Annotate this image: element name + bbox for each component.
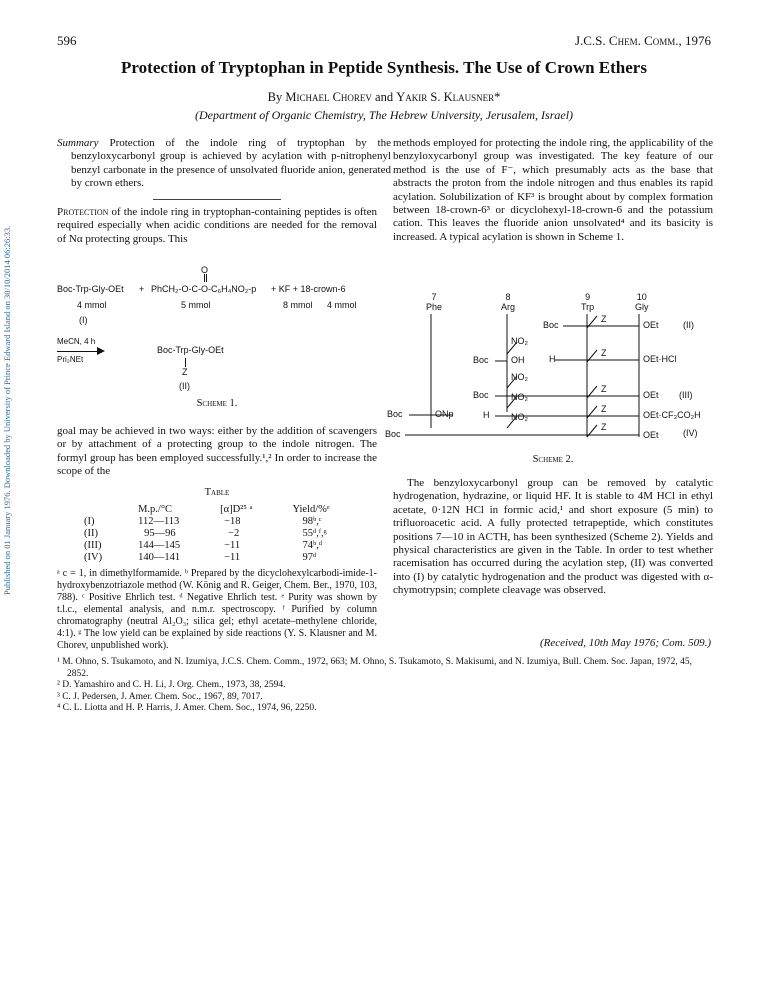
table-footnotes: ᵃ c = 1, in dimethylformamide. ᵇ Prepared by the dicyclohexylcarbodi-imide-1-hydroxybenzotriazole method (W. König and R. Geiger, Chem. Ber., 1970, 103, 788). ᶜ Positive Ehrlich test. ᵈ Negative Ehrlich test. ᵉ Purity was shown by t.l.c., elemental analysis, and n.m.r. spectroscopy. ᶠ Purified by column chromatography (neutral Al₂O₃; silica gel; ethyl acetate–methylene chloride, 4:1). ᵍ The low yield can be explained by side reactions (Y. S. Klausner and M. Chorev, unpublished work). (57, 568, 377, 651)
scheme2-h: H (483, 410, 490, 420)
scheme2-label-iv: (IV) (683, 428, 698, 438)
scheme1-qty-1: 4 mmol (77, 300, 107, 310)
right-paragraph-2: The benzyloxycarbonyl group can be removed by catalytic hydrogenation, hydrazine, or liquid HF. It is stable to 4M HCl in ethyl acetate, 0·12N HCl in formic acid,¹ and short exposure (5 min) to trifluoroacetic acid. A fully protected tetrapeptide, which constitutes positions 7—10 in ACTH, has been synthesized (Scheme 2). Yields and physical characteristics are given in the Table. In order to test whether racemisation has occurred during the acylation step, (II) was converted into (I) by catalytic hydrogenation and the product was digested with α-chymotrypsin; complete cleavage was observed. (393, 477, 713, 597)
table-row: (III) 144—145 −11 74ᵇ,ᵈ (84, 540, 323, 551)
received-date: (Received, 10th May 1976; Com. 509.) (539, 637, 711, 649)
scheme2-oet: OEt (643, 320, 659, 330)
table-header-row (78, 504, 336, 516)
scheme2-onp: ONp (435, 409, 454, 419)
table-header: Yield/%ᵉ (292, 504, 330, 515)
reaction-arrow-icon (97, 347, 105, 355)
scheme2-z: Z (601, 348, 607, 358)
scheme-1: O Boc-Trp-Gly-OEt + PhCH₂-O-C-O-C₆H₄NO₂-p + KF + 18-crown-6 4 mmol 5 mmol 8 mmol 4 mmol (I) MeCN, 4 h Pri₂NEt Boc-Trp-Gly-OEt Z (II) Scheme 1. (57, 263, 377, 413)
byline (0, 90, 768, 105)
summary-text: Protection of the indole ring of tryptophan by the benzyloxycarbonyl group is achieved by acylation with p-nitrophenyl benzyl carbonate in the presence of unsolvated fluoride anion, generated by crown ethers. (71, 137, 391, 190)
byline-and: and (375, 90, 394, 104)
scheme1-z: Z (182, 367, 188, 377)
scheme2-oet-tfa: OEt·CF₃CO₂H (643, 410, 701, 420)
intro-paragraph (57, 206, 377, 246)
scheme2-residue: Trp (581, 302, 595, 312)
scheme1-qty-2: 5 mmol (181, 300, 211, 310)
author-1: Michael Chorev (285, 90, 372, 104)
scheme2-residue: Arg (501, 302, 516, 312)
data-table (78, 504, 336, 564)
scheme1-label-i: (I) (79, 315, 88, 325)
summary (57, 137, 391, 191)
reference-item: ¹ M. Ohno, S. Tsukamoto, and N. Izumiya, J.C.S. Chem. Comm., 1972, 663; M. Ohno, S. Tsukamoto, S. Makisumi, and N. Izumiya, Bull. Chem. Soc. Japan, 1972, 45, 2852. (57, 657, 693, 679)
scheme1-qty-3: 8 mmol (283, 300, 313, 310)
scheme2-z: Z (601, 314, 607, 324)
scheme2-position: 7 (431, 292, 437, 302)
scheme2-boc: Boc (543, 320, 559, 330)
byline-by: By (267, 90, 283, 104)
scheme2-position: 9 (585, 292, 591, 302)
scheme2-position: 10 (636, 292, 647, 302)
scheme2-oh: OH (511, 355, 525, 365)
table-row: (II) 95—96 −2 55ᵈ,ᶠ,ᵍ (84, 528, 327, 539)
page-number: 596 (57, 33, 77, 48)
scheme2-oet-hcl: OEt·HCl (643, 354, 677, 364)
scheme2-boc: Boc (387, 409, 403, 419)
table-row: (I) 112—113 −18 98ᵇ,ᶜ (84, 516, 322, 527)
scheme2-no2: NO₂ (511, 392, 528, 402)
scheme2-z: Z (601, 404, 607, 414)
journal-header: J.C.S. Chem. Comm., 1976 (574, 33, 711, 48)
right-paragraph-1: methods employed for protecting the indole ring, the applicability of the benzyloxycarbonyl group was investigated. The key feature of our method is the use of F⁻, which presumably acts as the base that abstracts the proton from the indole nitrogen and thus enables its rapid acylation. Solubilization of KF³ is brought about by complex formation between 18-crown-6³ or dicyclohexyl-18-crown-6 and the potassium cation. This leaves the fluoride anion unsolvated⁴ and its basicity is increased. A typical acylation is shown in Scheme 1. (393, 137, 713, 243)
scheme-2 (385, 292, 713, 442)
intro-text: of the indole ring in tryptophan-containing peptides is often required especially when acidic conditions are needed for the removal of Nα protecting groups. This (57, 206, 377, 245)
scheme2-position: 8 (505, 292, 511, 302)
scheme2-boc: Boc (473, 390, 489, 400)
scheme2-residue: Gly (635, 302, 649, 312)
summary-label: Summary (57, 137, 99, 149)
scheme2-h: H (549, 354, 556, 364)
scheme1-product: Boc-Trp-Gly-OEt (157, 345, 224, 355)
scheme1-caption: Scheme 1. (196, 398, 238, 409)
scheme1-qty-4: 4 mmol (327, 300, 357, 310)
scheme1-reactant-1: Boc-Trp-Gly-OEt (57, 284, 124, 294)
scheme2-caption: Scheme 2. (532, 454, 574, 465)
divider (153, 199, 281, 200)
scheme1-reactant-2: PhCH₂-O-C-O-C₆H₄NO₂-p (151, 284, 257, 294)
scheme2-label-iii: (III) (679, 390, 693, 400)
scheme2-oet: OEt (643, 430, 659, 440)
download-watermark: Published on 01 January 1976. Downloaded by University of Prince Edward Island on 30/10/2014 06:26:33. (2, 225, 12, 595)
scheme2-no2: NO₂ (511, 412, 528, 422)
scheme1-condition-2: Pri₂NEt (57, 355, 84, 364)
references (57, 657, 713, 715)
intro-lead: Protection (57, 206, 109, 218)
scheme1-reagents: + KF + 18-crown-6 (271, 284, 346, 294)
table-header: M.p./°C (138, 504, 173, 515)
author-2: Yakir S. Klausner* (396, 90, 501, 104)
reference-item: ⁴ C. L. Liotta and H. P. Harris, J. Amer. Chem. Soc., 1974, 96, 2250. (57, 703, 317, 713)
scheme1-condition-1: MeCN, 4 h (57, 337, 96, 346)
affiliation: (Department of Organic Chemistry, The Hebrew University, Jerusalem, Israel) (194, 108, 574, 122)
scheme2-z: Z (601, 384, 607, 394)
table-header: [α]D²⁵ ᵃ (220, 504, 253, 515)
scheme2-z: Z (601, 422, 607, 432)
reference-item: ² D. Yamashiro and C. H. Li, J. Org. Chem., 1973, 38, 2594. (57, 680, 286, 690)
scheme1-plus: + (139, 284, 145, 294)
scheme2-label-ii: (II) (683, 320, 694, 330)
table-header (78, 504, 108, 516)
table-caption: Table (204, 487, 230, 498)
scheme2-residue: Phe (426, 302, 443, 312)
scheme2-boc: Boc (385, 429, 401, 439)
scheme2-oet: OEt (643, 390, 659, 400)
left-paragraph-2: goal may be achieved in two ways: either by the addition of scavengers or by attachment of a protecting group to the indole nitrogen. The formyl group has been employed successfully.¹,² In order to increase the scope of the (57, 425, 377, 478)
scheme1-label-ii: (II) (179, 381, 190, 391)
reference-item: ³ C. J. Pedersen, J. Amer. Chem. Soc., 1967, 89, 7017. (57, 691, 263, 702)
scheme2-boc: Boc (473, 355, 489, 365)
scheme2-no2: NO₂ (511, 336, 528, 346)
table-row: (IV) 140—141 −11 97ᵈ (84, 552, 317, 563)
scheme2-no2: NO₂ (511, 372, 528, 382)
article-title: Protection of Tryptophan in Peptide Synthesis. The Use of Crown Ethers (121, 58, 647, 77)
